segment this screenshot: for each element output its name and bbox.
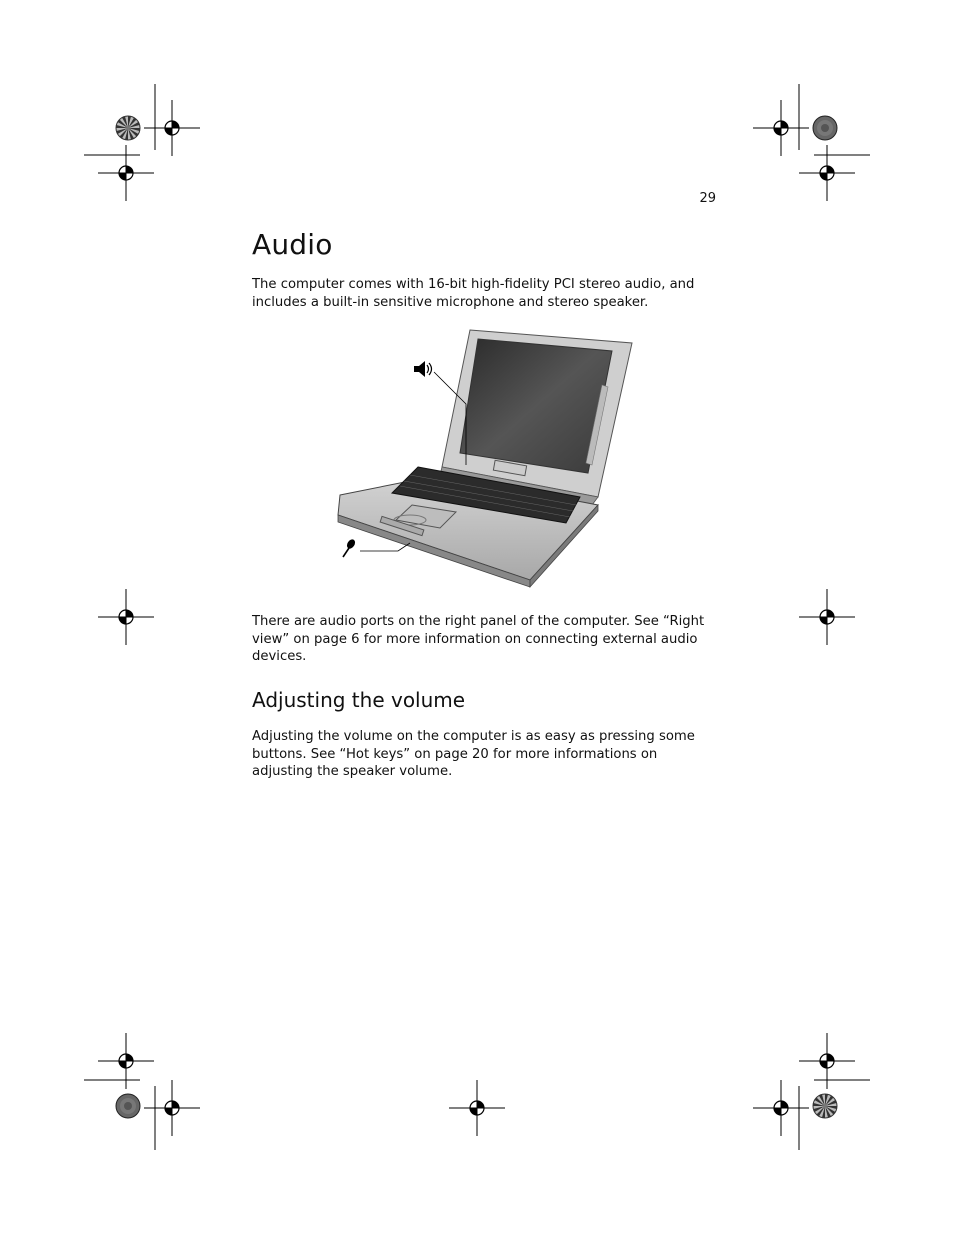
section-heading-volume: Adjusting the volume (252, 688, 466, 712)
registration-mark (98, 145, 154, 201)
microphone-icon (343, 538, 357, 557)
registration-mark (144, 100, 200, 156)
microphone-callout (340, 535, 420, 565)
registration-mark (98, 589, 154, 645)
page-number: 29 (699, 191, 716, 206)
registration-mark (144, 1080, 200, 1136)
registration-mark (449, 1080, 505, 1136)
page-title: Audio (252, 228, 333, 261)
ports-paragraph: There are audio ports on the right panel of the computer. See “Right view” on page 6 for more information on connecting external audio devices. (252, 614, 705, 664)
registration-mark (98, 1033, 154, 1089)
registration-mark (116, 1094, 140, 1118)
speaker-icon (414, 361, 432, 377)
registration-mark (753, 1080, 809, 1136)
registration-mark (753, 100, 809, 156)
registration-mark (813, 116, 837, 140)
registration-mark (799, 1033, 855, 1089)
intro-paragraph: The computer comes with 16-bit high-fidelity PCI stereo audio, and includes a built-in sensitive microphone and stereo speaker. (252, 277, 695, 310)
registration-mark (116, 116, 140, 140)
speaker-callout (412, 360, 472, 470)
registration-mark (813, 1094, 837, 1118)
volume-paragraph: Adjusting the volume on the computer is as easy as pressing some buttons. See “Hot keys” on page 20 for more informations on adjusting the speaker volume. (252, 729, 695, 779)
registration-mark (799, 589, 855, 645)
registration-mark (799, 145, 855, 201)
